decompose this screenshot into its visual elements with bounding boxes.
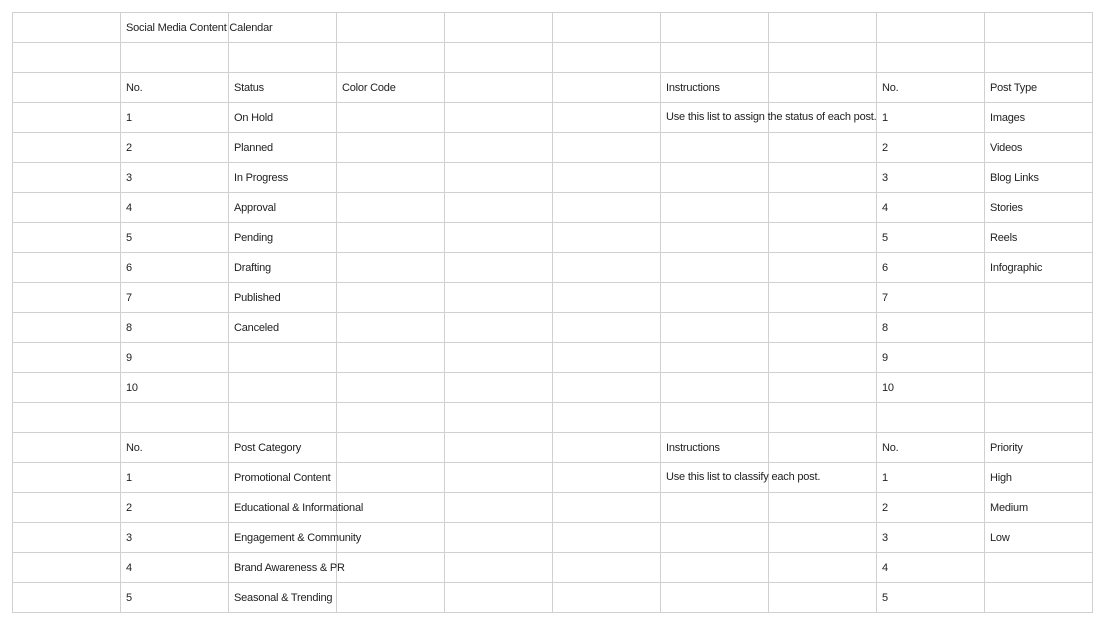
priority-row-no[interactable]: 1: [877, 463, 985, 493]
post-type-row-no[interactable]: 7: [877, 283, 985, 313]
empty-cell[interactable]: [445, 403, 553, 433]
empty-cell[interactable]: [229, 403, 337, 433]
empty-cell[interactable]: [877, 43, 985, 73]
post-type-no-header[interactable]: No.: [877, 73, 985, 103]
category-header[interactable]: Post Category: [229, 433, 337, 463]
empty-cell[interactable]: [661, 373, 769, 403]
post-type-row-value[interactable]: Images: [985, 103, 1093, 133]
empty-cell[interactable]: [445, 103, 553, 133]
status-row-value[interactable]: Canceled: [229, 313, 337, 343]
empty-cell[interactable]: [769, 403, 877, 433]
priority-row-no[interactable]: 2: [877, 493, 985, 523]
empty-cell[interactable]: [985, 43, 1093, 73]
status-row-no[interactable]: 10: [121, 373, 229, 403]
empty-cell[interactable]: [553, 103, 661, 133]
empty-cell[interactable]: [445, 463, 553, 493]
empty-cell[interactable]: [13, 13, 121, 43]
empty-cell[interactable]: [229, 13, 337, 43]
priority-no-header[interactable]: No.: [877, 433, 985, 463]
empty-cell[interactable]: [13, 403, 121, 433]
post-type-row-no[interactable]: 2: [877, 133, 985, 163]
status-row-value[interactable]: On Hold: [229, 103, 337, 133]
empty-cell[interactable]: [553, 343, 661, 373]
empty-cell[interactable]: [13, 43, 121, 73]
priority-row-value[interactable]: Medium: [985, 493, 1093, 523]
empty-cell[interactable]: [553, 373, 661, 403]
empty-cell[interactable]: [13, 283, 121, 313]
empty-cell[interactable]: [553, 223, 661, 253]
empty-cell[interactable]: [445, 343, 553, 373]
empty-cell[interactable]: [445, 223, 553, 253]
empty-cell[interactable]: [337, 403, 445, 433]
empty-cell[interactable]: [661, 133, 769, 163]
empty-cell[interactable]: [121, 43, 229, 73]
empty-cell[interactable]: [769, 523, 877, 553]
empty-cell[interactable]: [337, 193, 445, 223]
post-type-row-value[interactable]: [985, 343, 1093, 373]
empty-cell[interactable]: [553, 523, 661, 553]
category-row-value[interactable]: Seasonal & Trending: [229, 583, 337, 613]
empty-cell[interactable]: [769, 223, 877, 253]
empty-cell[interactable]: [661, 313, 769, 343]
empty-cell[interactable]: [337, 103, 445, 133]
empty-cell[interactable]: [769, 493, 877, 523]
priority-row-value[interactable]: Low: [985, 523, 1093, 553]
category-row-value[interactable]: Promotional Content: [229, 463, 337, 493]
empty-cell[interactable]: [769, 283, 877, 313]
post-type-row-value[interactable]: [985, 373, 1093, 403]
status-row-no[interactable]: 1: [121, 103, 229, 133]
empty-cell[interactable]: [769, 553, 877, 583]
sheet-title[interactable]: Social Media Content Calendar: [121, 13, 229, 43]
post-type-header[interactable]: Post Type: [985, 73, 1093, 103]
priority-row-no[interactable]: 4: [877, 553, 985, 583]
empty-cell[interactable]: [13, 193, 121, 223]
status-row-no[interactable]: 7: [121, 283, 229, 313]
status-row-no[interactable]: 3: [121, 163, 229, 193]
status-row-no[interactable]: 8: [121, 313, 229, 343]
post-type-row-value[interactable]: [985, 313, 1093, 343]
empty-cell[interactable]: [553, 583, 661, 613]
empty-cell[interactable]: [13, 343, 121, 373]
empty-cell[interactable]: [769, 313, 877, 343]
empty-cell[interactable]: [337, 373, 445, 403]
empty-cell[interactable]: [445, 553, 553, 583]
post-type-row-no[interactable]: 3: [877, 163, 985, 193]
post-type-row-value[interactable]: Infographic: [985, 253, 1093, 283]
empty-cell[interactable]: [337, 463, 445, 493]
empty-cell[interactable]: [13, 253, 121, 283]
status-row-value[interactable]: Drafting: [229, 253, 337, 283]
post-type-row-value[interactable]: Stories: [985, 193, 1093, 223]
spreadsheet-grid: [12, 12, 1093, 613]
empty-cell[interactable]: [769, 163, 877, 193]
status-row-no[interactable]: 2: [121, 133, 229, 163]
post-type-row-no[interactable]: 8: [877, 313, 985, 343]
empty-cell[interactable]: [13, 433, 121, 463]
empty-cell[interactable]: [769, 13, 877, 43]
empty-cell[interactable]: [337, 523, 445, 553]
post-type-row-value[interactable]: [985, 283, 1093, 313]
empty-cell[interactable]: [13, 103, 121, 133]
category-row-no[interactable]: 1: [121, 463, 229, 493]
empty-cell[interactable]: [445, 43, 553, 73]
post-type-row-no[interactable]: 9: [877, 343, 985, 373]
status-instructions-text[interactable]: Use this list to assign the status of each post.: [661, 103, 769, 133]
status-row-value[interactable]: Planned: [229, 133, 337, 163]
empty-cell[interactable]: [661, 223, 769, 253]
empty-cell[interactable]: [229, 43, 337, 73]
status-no-header[interactable]: No.: [121, 73, 229, 103]
empty-cell[interactable]: [769, 433, 877, 463]
empty-cell[interactable]: [445, 583, 553, 613]
empty-cell[interactable]: [13, 373, 121, 403]
empty-cell[interactable]: [769, 133, 877, 163]
empty-cell[interactable]: [553, 283, 661, 313]
empty-cell[interactable]: [661, 553, 769, 583]
empty-cell[interactable]: [337, 13, 445, 43]
empty-cell[interactable]: [661, 283, 769, 313]
empty-cell[interactable]: [445, 283, 553, 313]
post-type-row-no[interactable]: 10: [877, 373, 985, 403]
priority-row-no[interactable]: 5: [877, 583, 985, 613]
empty-cell[interactable]: [553, 13, 661, 43]
category-instructions-header[interactable]: Instructions: [661, 433, 769, 463]
status-row-value[interactable]: In Progress: [229, 163, 337, 193]
empty-cell[interactable]: [769, 73, 877, 103]
empty-cell[interactable]: [553, 403, 661, 433]
empty-cell[interactable]: [13, 133, 121, 163]
empty-cell[interactable]: [661, 343, 769, 373]
empty-cell[interactable]: [553, 493, 661, 523]
empty-cell[interactable]: [337, 133, 445, 163]
empty-cell[interactable]: [553, 463, 661, 493]
empty-cell[interactable]: [661, 403, 769, 433]
empty-cell[interactable]: [337, 253, 445, 283]
empty-cell[interactable]: [445, 13, 553, 43]
post-type-row-value[interactable]: Videos: [985, 133, 1093, 163]
empty-cell[interactable]: [445, 73, 553, 103]
empty-cell[interactable]: [13, 553, 121, 583]
empty-cell[interactable]: [553, 433, 661, 463]
post-type-row-no[interactable]: 1: [877, 103, 985, 133]
empty-cell[interactable]: [337, 583, 445, 613]
priority-row-value[interactable]: [985, 553, 1093, 583]
empty-cell[interactable]: [445, 253, 553, 283]
post-type-row-value[interactable]: Reels: [985, 223, 1093, 253]
empty-cell[interactable]: [553, 163, 661, 193]
empty-cell[interactable]: [769, 103, 877, 133]
post-type-row-no[interactable]: 6: [877, 253, 985, 283]
empty-cell[interactable]: [337, 313, 445, 343]
status-row-no[interactable]: 6: [121, 253, 229, 283]
empty-cell[interactable]: [445, 523, 553, 553]
priority-row-no[interactable]: 3: [877, 523, 985, 553]
priority-row-value[interactable]: High: [985, 463, 1093, 493]
empty-cell[interactable]: [337, 343, 445, 373]
empty-cell[interactable]: [877, 403, 985, 433]
priority-header[interactable]: Priority: [985, 433, 1093, 463]
empty-cell[interactable]: [661, 583, 769, 613]
empty-cell[interactable]: [553, 553, 661, 583]
empty-cell[interactable]: [553, 193, 661, 223]
empty-cell[interactable]: [661, 43, 769, 73]
priority-row-value[interactable]: [985, 583, 1093, 613]
empty-cell[interactable]: [13, 73, 121, 103]
empty-cell[interactable]: [445, 433, 553, 463]
category-row-value[interactable]: Brand Awareness & PR: [229, 553, 337, 583]
empty-cell[interactable]: [13, 163, 121, 193]
empty-cell[interactable]: [445, 163, 553, 193]
post-type-row-value[interactable]: Blog Links: [985, 163, 1093, 193]
empty-cell[interactable]: [445, 193, 553, 223]
empty-cell[interactable]: [13, 313, 121, 343]
empty-cell[interactable]: [661, 523, 769, 553]
empty-cell[interactable]: [661, 163, 769, 193]
empty-cell[interactable]: [769, 583, 877, 613]
category-row-no[interactable]: 4: [121, 553, 229, 583]
empty-cell[interactable]: [337, 223, 445, 253]
empty-cell[interactable]: [13, 463, 121, 493]
empty-cell[interactable]: [13, 493, 121, 523]
status-row-no[interactable]: 4: [121, 193, 229, 223]
empty-cell[interactable]: [337, 553, 445, 583]
empty-cell[interactable]: [769, 463, 877, 493]
empty-cell[interactable]: [553, 313, 661, 343]
empty-cell[interactable]: [13, 223, 121, 253]
status-row-value[interactable]: Pending: [229, 223, 337, 253]
empty-cell[interactable]: [877, 13, 985, 43]
post-type-row-no[interactable]: 4: [877, 193, 985, 223]
status-row-value[interactable]: Approval: [229, 193, 337, 223]
category-no-header[interactable]: No.: [121, 433, 229, 463]
empty-cell[interactable]: [553, 43, 661, 73]
empty-cell[interactable]: [661, 253, 769, 283]
empty-cell[interactable]: [13, 523, 121, 553]
empty-cell[interactable]: [445, 133, 553, 163]
empty-cell[interactable]: [661, 493, 769, 523]
empty-cell[interactable]: [769, 193, 877, 223]
status-header[interactable]: Status: [229, 73, 337, 103]
empty-cell[interactable]: [337, 43, 445, 73]
empty-cell[interactable]: [337, 163, 445, 193]
empty-cell[interactable]: [553, 253, 661, 283]
empty-cell[interactable]: [661, 13, 769, 43]
empty-cell[interactable]: [445, 373, 553, 403]
status-instructions-header[interactable]: Instructions: [661, 73, 769, 103]
empty-cell[interactable]: [553, 73, 661, 103]
category-row-no[interactable]: 2: [121, 493, 229, 523]
status-row-value[interactable]: [229, 343, 337, 373]
empty-cell[interactable]: [445, 493, 553, 523]
empty-cell[interactable]: [337, 493, 445, 523]
category-row-no[interactable]: 3: [121, 523, 229, 553]
category-row-no[interactable]: 5: [121, 583, 229, 613]
empty-cell[interactable]: [769, 373, 877, 403]
empty-cell[interactable]: [121, 403, 229, 433]
empty-cell[interactable]: [985, 403, 1093, 433]
category-instructions-text[interactable]: Use this list to classify each post.: [661, 463, 769, 493]
color-code-header[interactable]: Color Code: [337, 73, 445, 103]
empty-cell[interactable]: [337, 283, 445, 313]
empty-cell[interactable]: [661, 193, 769, 223]
empty-cell[interactable]: [985, 13, 1093, 43]
status-row-value[interactable]: [229, 373, 337, 403]
empty-cell[interactable]: [553, 133, 661, 163]
empty-cell[interactable]: [337, 433, 445, 463]
empty-cell[interactable]: [13, 583, 121, 613]
empty-cell[interactable]: [769, 343, 877, 373]
category-row-value[interactable]: Engagement & Community: [229, 523, 337, 553]
status-row-no[interactable]: 5: [121, 223, 229, 253]
status-row-value[interactable]: Published: [229, 283, 337, 313]
empty-cell[interactable]: [769, 253, 877, 283]
post-type-row-no[interactable]: 5: [877, 223, 985, 253]
status-row-no[interactable]: 9: [121, 343, 229, 373]
empty-cell[interactable]: [445, 313, 553, 343]
empty-cell[interactable]: [769, 43, 877, 73]
category-row-value[interactable]: Educational & Informational: [229, 493, 337, 523]
